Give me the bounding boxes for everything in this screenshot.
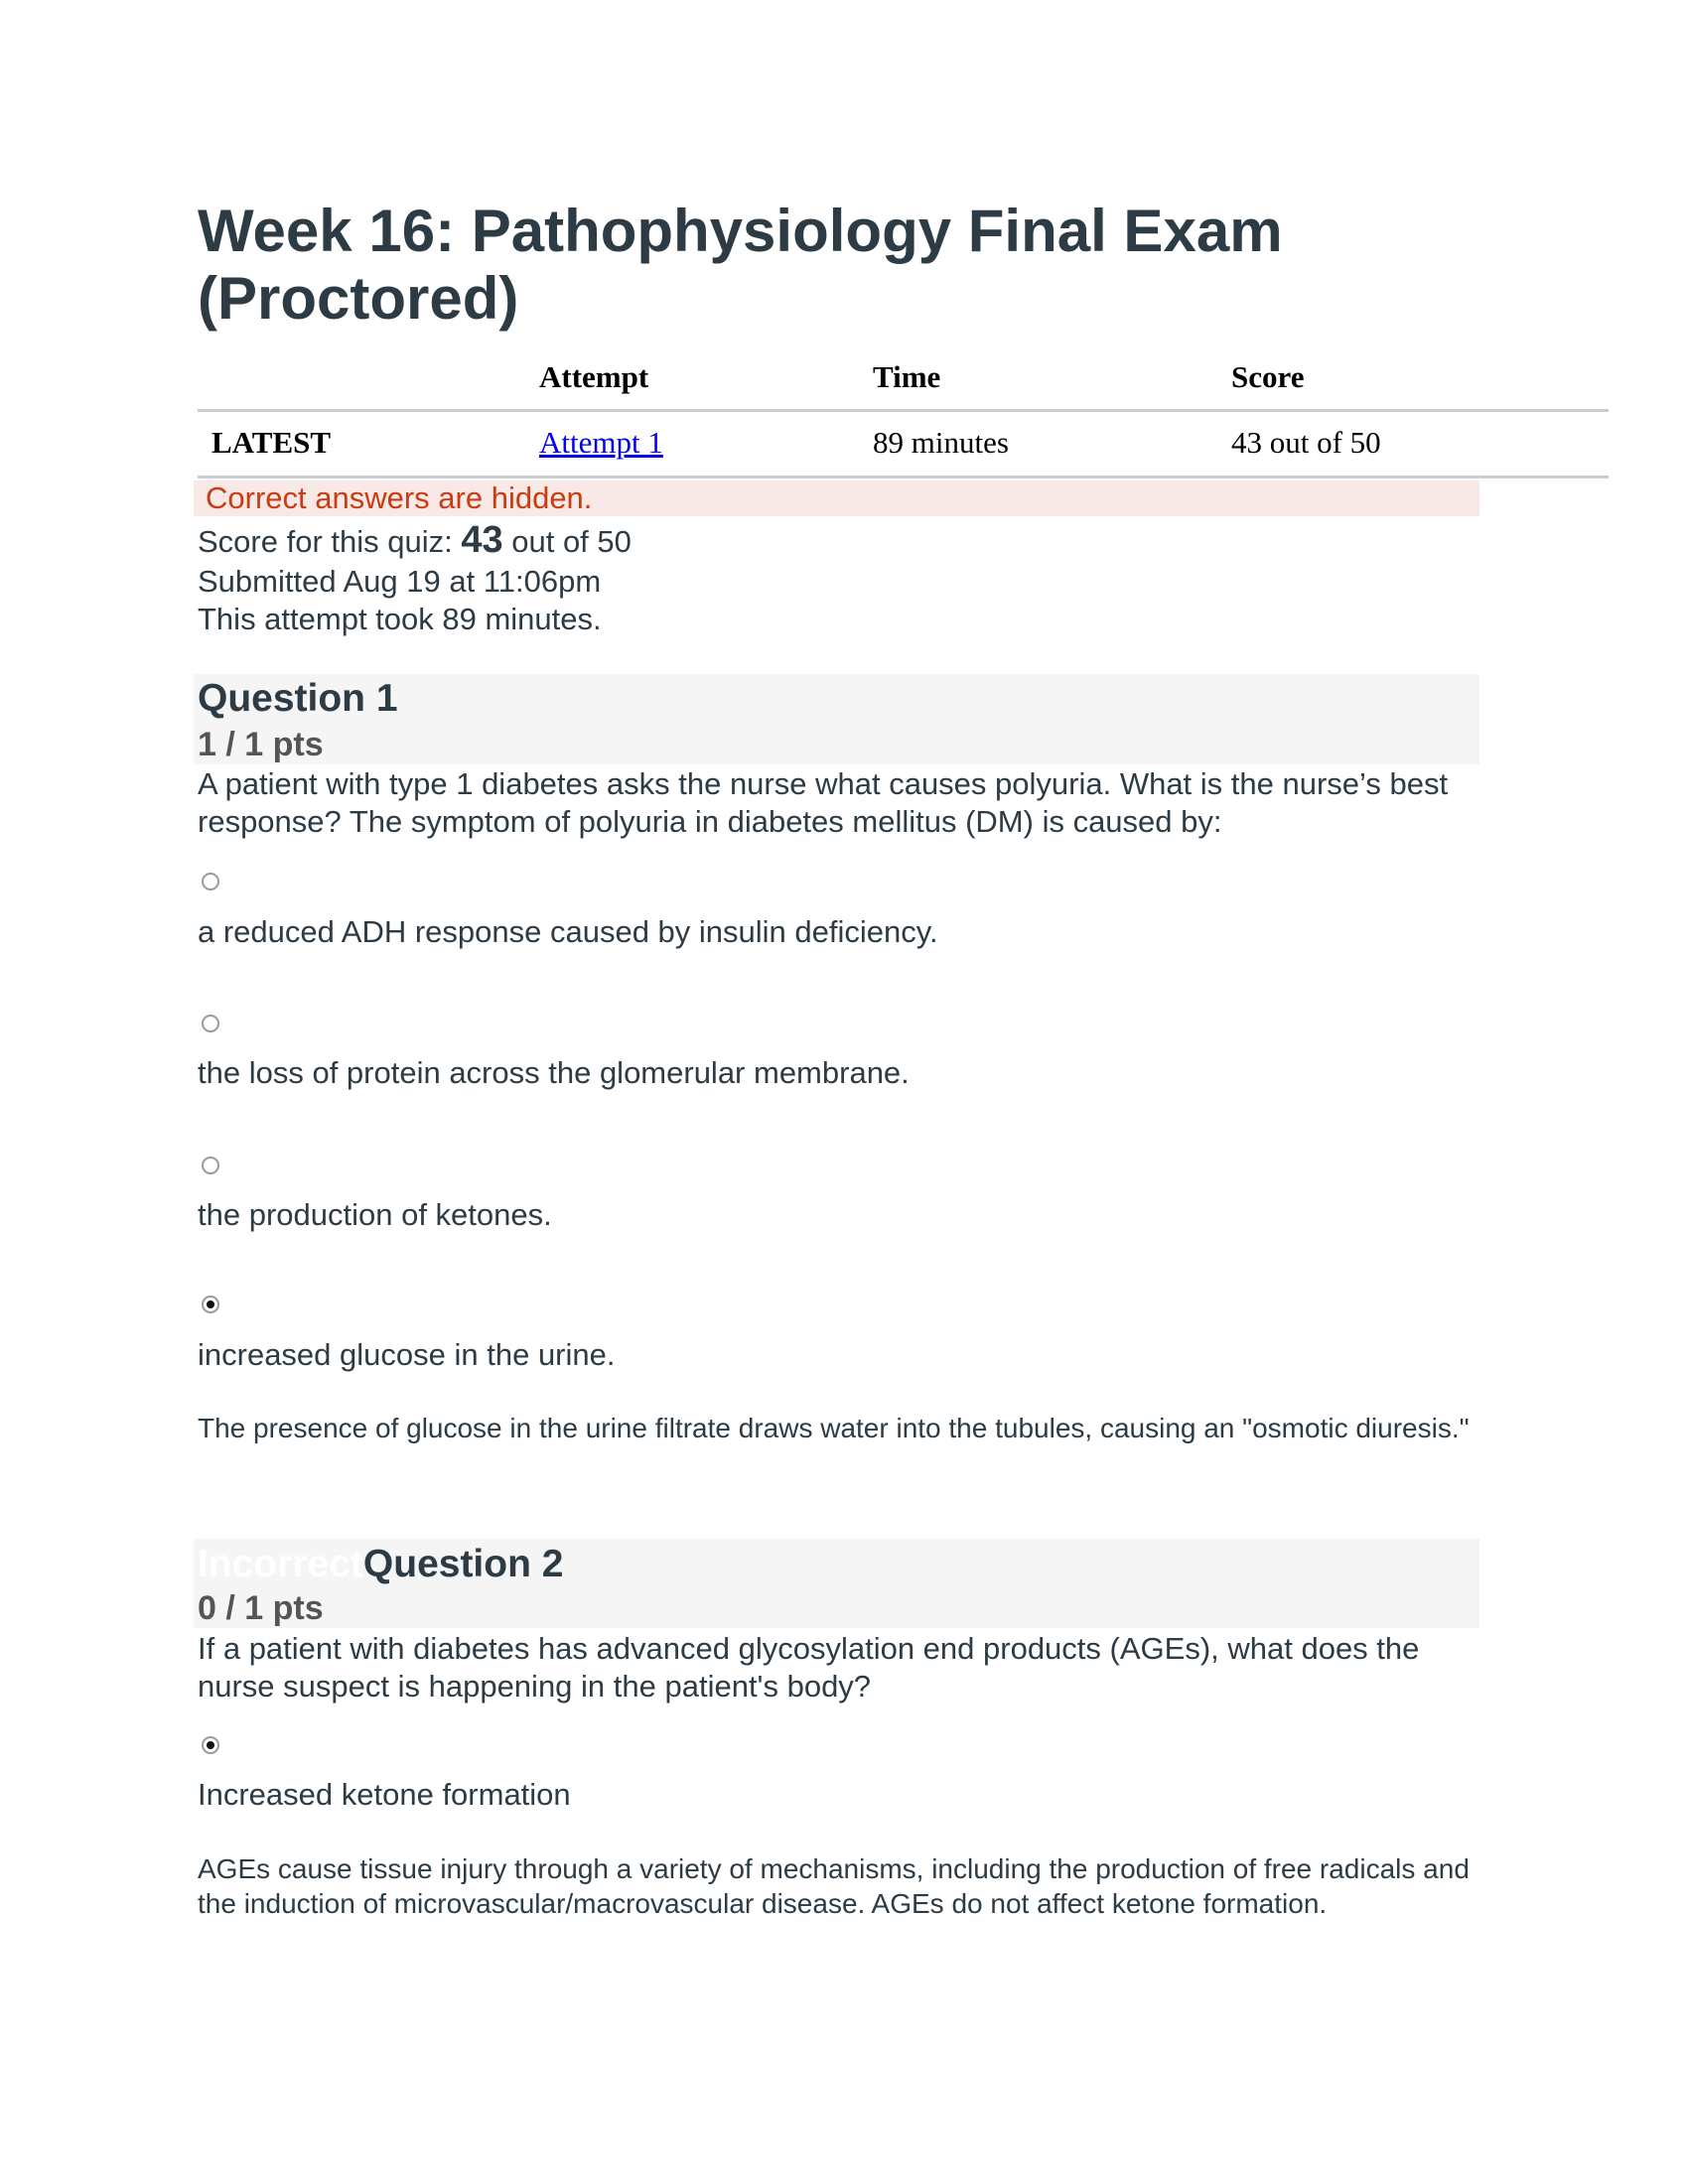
answer-option: the production of ketones. — [198, 1197, 552, 1232]
answer-radio[interactable] — [202, 873, 219, 890]
row-score: 43 out of 50 — [1231, 425, 1381, 460]
score-suffix: out of 50 — [502, 524, 632, 559]
answer-radio-selected[interactable] — [202, 1736, 219, 1754]
header-score: Score — [1231, 359, 1305, 394]
answer-radio-selected[interactable] — [202, 1296, 219, 1313]
answer-option: a reduced ADH response caused by insulin deficiency. — [198, 914, 938, 949]
submitted-time: Submitted Aug 19 at 11:06pm — [198, 564, 602, 599]
header-time: Time — [873, 359, 941, 394]
question-2-text: If a patient with diabetes has advanced glycosylation end products (AGEs), what does the nurse suspect is happening in the patient's body? — [198, 1631, 1420, 1704]
page-title-line1: Week 16: Pathophysiology Final Exam — [198, 198, 1283, 264]
question-points: 0 / 1 pts — [198, 1589, 324, 1627]
row-label-latest: LATEST — [211, 425, 332, 460]
header-attempt: Attempt — [539, 359, 649, 394]
question-2-explanation: AGEs cause tissue injury through a variety of mechanisms, including the production of free radicals and the induction of microvascular/macrovascular disease. AGEs do not affect ketone formation. — [198, 1853, 1470, 1919]
quiz-score — [198, 519, 632, 561]
answers-hidden-notice — [194, 480, 1479, 516]
answer-radio[interactable] — [202, 1157, 219, 1174]
score-value: 43 — [461, 519, 503, 561]
question-points: 1 / 1 pts — [198, 726, 324, 763]
score-prefix: Score for this quiz: — [198, 524, 462, 559]
question-title: Question 2 — [362, 1543, 564, 1585]
question-title: Question 1 — [198, 677, 398, 720]
incorrect-label: Incorrect — [198, 1543, 363, 1585]
table-header-divider — [198, 409, 1609, 412]
table-row-divider — [198, 476, 1609, 478]
row-time: 89 minutes — [873, 425, 1009, 460]
question-1-explanation: The presence of glucose in the urine filtrate draws water into the tubules, causing an "osmotic diuresis." — [198, 1413, 1470, 1443]
question-1-header — [194, 674, 1479, 764]
answer-option: Increased ketone formation — [198, 1777, 571, 1812]
question-1-text: A patient with type 1 diabetes asks the nurse what causes polyuria. What is the nurse’s best response? The symptom of polyuria in diabetes mellitus (DM) is caused by: — [198, 766, 1449, 839]
answer-option: the loss of protein across the glomerular membrane. — [198, 1055, 910, 1090]
question-2-header — [194, 1539, 1479, 1628]
notice-text: Correct answers are hidden. — [206, 480, 593, 515]
answer-option: increased glucose in the urine. — [198, 1337, 616, 1372]
attempt-1-link[interactable]: Attempt 1 — [539, 425, 663, 460]
page-title-line2: (Proctored) — [198, 265, 519, 332]
answer-radio[interactable] — [202, 1015, 219, 1032]
attempt-duration: This attempt took 89 minutes. — [198, 602, 602, 636]
